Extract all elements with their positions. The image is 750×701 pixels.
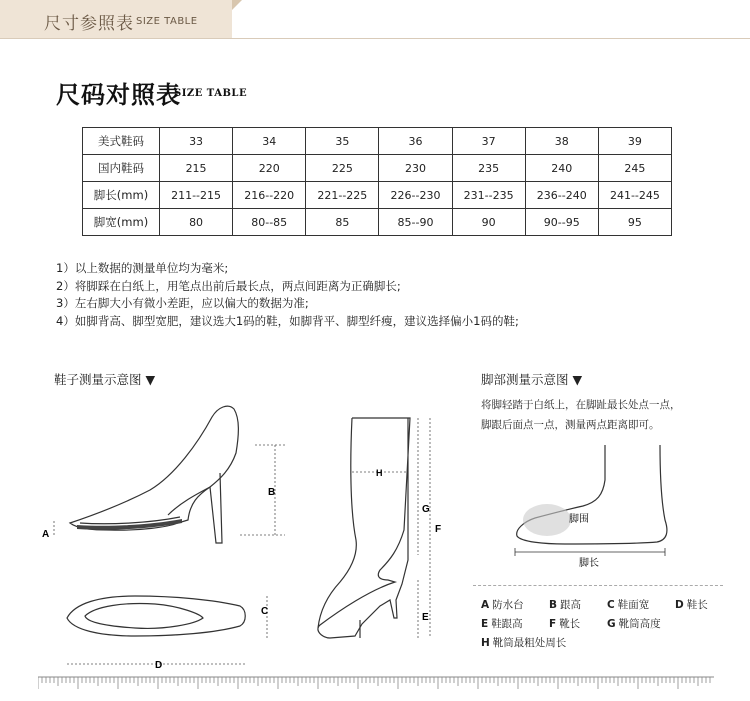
table-cell: 39	[598, 128, 671, 155]
table-cell: 216--220	[233, 182, 306, 209]
label-h: H	[376, 468, 383, 478]
table-cell: 230	[379, 155, 452, 182]
table-cell: 245	[598, 155, 671, 182]
table-cell: 35	[306, 128, 379, 155]
table-cell: 241--245	[598, 182, 671, 209]
table-cell: 240	[525, 155, 598, 182]
label-f: F	[435, 524, 442, 535]
page-title: 尺码对照表	[56, 80, 181, 109]
table-row	[83, 182, 672, 209]
table-row	[83, 155, 672, 182]
note-item: 2）将脚踩在白纸上，用笔点出前后最长点，两点间距离为正确脚长;	[56, 278, 401, 293]
foot-length-label: 脚长	[579, 558, 599, 569]
table-cell: 90	[452, 209, 525, 236]
table-cell: 85	[306, 209, 379, 236]
table-row	[83, 128, 672, 155]
table-cell: 220	[233, 155, 306, 182]
table-cell: 235	[452, 155, 525, 182]
label-a: A	[42, 529, 50, 540]
desc-line-2: 脚跟后面点一点，测量两点距离即可。	[481, 419, 660, 431]
row-header: 脚宽(mm)	[83, 209, 160, 236]
table-cell: 221--225	[306, 182, 379, 209]
foot-girth-label: 脚围	[569, 514, 589, 525]
notes-list	[56, 260, 519, 330]
row-header: 脚长(mm)	[83, 182, 160, 209]
table-cell: 80--85	[233, 209, 306, 236]
table-cell: 225	[306, 155, 379, 182]
page-subtitle: SIZE TABLE	[174, 88, 248, 99]
table-cell: 38	[525, 128, 598, 155]
label-g: G	[422, 504, 430, 515]
boot-diagram	[300, 410, 460, 655]
table-cell: 236--240	[525, 182, 598, 209]
legend-item: E 鞋跟高	[481, 618, 523, 630]
header-divider	[0, 38, 750, 39]
note-item: 4）如脚背高、脚型宽肥，建议选大1码的鞋，如脚背平、脚型纤瘦，建议选择偏小1码的鞋;	[56, 313, 519, 328]
table-cell: 215	[160, 155, 233, 182]
table-cell: 95	[598, 209, 671, 236]
table-cell: 226--230	[379, 182, 452, 209]
pump-top-diagram	[55, 578, 285, 673]
legend-item: C 鞋面宽	[607, 599, 650, 611]
legend-item: D 鞋长	[675, 599, 708, 611]
pump-side-diagram	[40, 395, 290, 550]
table-cell: 33	[160, 128, 233, 155]
legend-item: H 靴筒最粗处周长	[481, 637, 567, 649]
foot-diagram	[505, 440, 685, 575]
table-cell: 34	[233, 128, 306, 155]
table-cell: 85--90	[379, 209, 452, 236]
header-title-en: SIZE TABLE	[136, 16, 198, 27]
header-title-cn: 尺寸参照表	[44, 14, 134, 34]
header-tab-fold	[232, 0, 242, 10]
label-d: D	[155, 660, 163, 671]
size-table	[82, 127, 672, 236]
legend-item: A 防水台	[481, 599, 524, 611]
row-header: 美式鞋码	[83, 128, 160, 155]
legend-divider	[473, 585, 723, 587]
label-c: C	[261, 606, 269, 617]
table-cell: 36	[379, 128, 452, 155]
table-cell: 90--95	[525, 209, 598, 236]
label-b: B	[268, 487, 276, 498]
row-header: 国内鞋码	[83, 155, 160, 182]
desc-line-1: 将脚轻踏于白纸上，在脚趾最长处点一点，	[481, 399, 681, 411]
ruler-decoration	[38, 676, 714, 690]
foot-diagram-heading: 脚部测量示意图 ▼	[481, 372, 583, 387]
legend-item: B 跟高	[549, 599, 582, 611]
note-item: 1）以上数据的测量单位均为毫米;	[56, 261, 229, 275]
legend-item: F 靴长	[549, 618, 581, 630]
table-cell: 37	[452, 128, 525, 155]
label-e: E	[422, 612, 429, 623]
table-cell: 231--235	[452, 182, 525, 209]
foot-measure-description	[481, 395, 681, 435]
legend-item: G 靴筒高度	[607, 618, 661, 630]
shoe-diagram-heading: 鞋子测量示意图 ▼	[54, 372, 156, 387]
table-row	[83, 209, 672, 236]
table-cell: 80	[160, 209, 233, 236]
table-cell: 211--215	[160, 182, 233, 209]
note-item: 3）左右脚大小有微小差距，应以偏大的数据为准;	[56, 296, 309, 310]
